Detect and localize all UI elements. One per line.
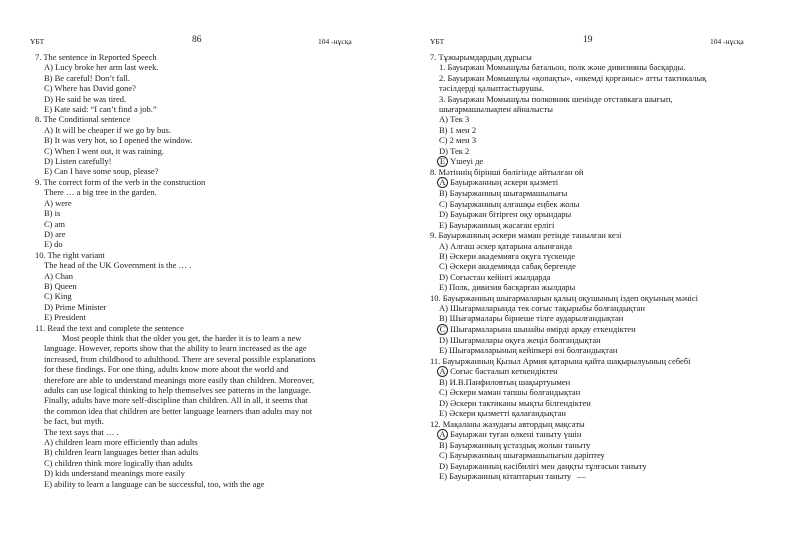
answer-letter: B) — [439, 313, 448, 324]
circled-answer-letter: C — [437, 324, 448, 335]
statement-line: тәсілдерді қалыптастырушы. — [439, 83, 544, 94]
answer-option — [430, 272, 760, 282]
left-variant-label: 104 -нұсқа — [318, 37, 352, 46]
right-header-label: ҰБТ — [430, 37, 445, 46]
statement-line: 3. Бауыржан Момышұлы полковник шенінде отставкаға шығып, — [439, 93, 673, 104]
answer-option: C) children think more logically than adults — [44, 457, 193, 468]
question-block — [430, 230, 760, 292]
answer-letter: E) — [439, 345, 448, 356]
answer-option — [430, 471, 760, 481]
question-block — [430, 419, 760, 482]
question-block — [430, 293, 760, 356]
question-block — [35, 323, 355, 490]
answer-option — [430, 146, 760, 156]
answer-option — [430, 313, 760, 323]
answer-option: D) kids understand meanings more easily — [44, 468, 185, 479]
answer-letter: C) — [439, 261, 448, 272]
answer-text: Әскери маман тапшы болғандықтан — [449, 387, 581, 398]
passage-line: language. However, reports show that the ability to learn increased as the age — [44, 343, 307, 354]
answer-text: И.В.Панфиловтың шақыртуымен — [449, 376, 571, 387]
answer-letter: D) — [439, 145, 448, 156]
passage-line: be fact, but myth. — [44, 416, 104, 427]
answer-option — [430, 199, 760, 209]
statement-line: 2. Бауыржан Момышұлы «қопақты», «икемді қорғаныс» атты тактикалық — [439, 72, 707, 83]
answer-text: Бауыржанның алғашқы еңбек жолы — [449, 198, 580, 209]
answer-option-marked — [430, 429, 760, 440]
answer-text: Тек 3 — [450, 114, 470, 125]
answer-option-marked — [430, 156, 760, 167]
answer-letter: D) — [439, 209, 448, 220]
answer-option — [430, 387, 760, 397]
answer-option — [430, 461, 760, 471]
answer-letter: D) — [439, 397, 448, 408]
question-title: 12. Мақаланы жазудағы автордың мақсаты — [430, 418, 585, 429]
answer-text: Соғыстан кейінгі жылдарда — [450, 271, 551, 282]
answer-option — [430, 408, 760, 418]
passage-line: adults can use logical thinking to help themselves see patterns in the language. — [44, 385, 311, 395]
question-block — [430, 356, 760, 419]
right-questions — [430, 52, 760, 482]
answer-option: D) Listen carefully! — [44, 156, 112, 167]
answer-option — [430, 251, 760, 261]
answer-option: B) children learn languages better than adults — [44, 447, 199, 458]
answer-letter: B) — [439, 188, 448, 199]
answer-option — [430, 335, 760, 345]
answer-option — [430, 377, 760, 387]
pen-mark: — — [577, 471, 586, 482]
answer-letter: D) — [439, 334, 448, 345]
answer-option — [430, 450, 760, 460]
answer-text: Бауыржан туған өлкені таныту үшін — [450, 429, 582, 439]
answer-text: Бауыржанның шығармашылығы — [449, 188, 568, 199]
circled-answer-letter: A — [437, 429, 448, 440]
answer-text: Бауыржанның әскери қызметі — [450, 177, 559, 188]
answer-letter: B) — [439, 124, 448, 135]
answer-letter: B) — [439, 440, 448, 450]
statement-line: 1. Бауыржан Момышұлы батальон, полк және дивизияны басқарды. — [439, 62, 686, 73]
question-block — [35, 177, 355, 250]
question-block — [35, 52, 355, 114]
answer-text: 2 мен 3 — [449, 135, 477, 146]
answer-option: E) Can I have some soup, please? — [44, 166, 159, 177]
answer-text: Әскери академияда сабақ бергенде — [449, 261, 576, 272]
answer-option: D) He said he was tired. — [44, 93, 127, 104]
answer-option: B) is — [44, 208, 61, 219]
answer-option: E) Kate said: “I can’t find a job.” — [44, 104, 157, 115]
answer-option — [430, 282, 760, 292]
answer-option — [430, 125, 760, 135]
answer-letter: E) — [439, 471, 448, 482]
right-variant-label: 104 -нұсқа — [710, 37, 744, 46]
answer-option: C) am — [44, 218, 66, 229]
answer-option: C) When I went out, it was raining. — [44, 145, 165, 156]
answer-text: Алғаш әскер қатарына алынғанда — [450, 240, 572, 251]
answer-letter: B) — [439, 250, 448, 261]
question-block — [35, 250, 355, 323]
answer-text: Шығармаларына шынайы өмірді арқау еткендіктен — [450, 323, 636, 334]
answer-option: A) It will be cheaper if we go by bus. — [44, 124, 171, 135]
question-title: 8. The Conditional sentence — [35, 114, 131, 125]
answer-letter: C) — [439, 198, 448, 209]
question-title: 9. Бауыржанның әскери маман ретінде танылған кезі — [430, 230, 622, 241]
answer-text: Үшеуі де — [450, 156, 484, 167]
answer-text: Бауыржанның жасаған ерлігі — [449, 219, 555, 230]
answer-option — [430, 135, 760, 145]
question-title: 10. Бауыржанның шығармаларын қалың оқушының іздеп оқуының мәнісі — [430, 292, 698, 303]
answer-letter: C) — [439, 450, 448, 461]
passage-line: Most people think that the older you get, the harder it is to learn a new — [62, 332, 302, 343]
answer-option: C) King — [44, 291, 72, 302]
answer-text: Шығармалары оқуға жеңіл болғандықтан — [450, 334, 601, 345]
answer-text: Полк, дивизия басқарған жылдары — [449, 282, 576, 293]
answer-letter: A) — [439, 302, 448, 313]
answer-letter: E) — [439, 219, 448, 230]
answer-text: Бауыржанның кітаптарын таныту — [449, 471, 572, 482]
answer-option: A) children learn more efficiently than adults — [44, 437, 198, 448]
answer-text: Шығармаларында тек соғыс тақырыбы болғандықтан — [450, 302, 645, 313]
answer-option — [430, 261, 760, 271]
question-title: 7. Тұжырымдардың дұрысы — [430, 52, 532, 62]
answer-option: B) Queen — [44, 280, 77, 291]
answer-option: A) Chan — [44, 270, 74, 281]
left-questions — [35, 52, 355, 489]
answer-option: D) are — [44, 228, 66, 239]
answer-letter: C) — [439, 387, 448, 398]
question-title: 11. Read the text and complete the sentence — [35, 322, 184, 333]
passage-line: therefore are able to understand meanings more easily than children. Moreover, — [44, 374, 315, 385]
question-title: 8. Мәтіннің бірінші бөлігінде айтылған ой — [430, 167, 584, 178]
reading-passage — [35, 333, 352, 427]
answer-text: Әскери академияға оқуға түскенде — [449, 250, 576, 261]
answer-text: Әскери қызметті қалағандықтан — [449, 408, 566, 419]
answer-letter: D) — [439, 460, 448, 471]
question-title: 7. The sentence in Reported Speech — [35, 52, 157, 62]
question-block — [35, 114, 355, 176]
answer-option-marked — [430, 177, 760, 188]
answer-text: 1 мен 2 — [449, 124, 477, 135]
answer-text: Бауыржан бітірген оқу орындары — [450, 209, 572, 220]
answer-text: Бауыржанның ұстаздық жолын таныту — [449, 440, 591, 450]
passage-line: for these findings. For one thing, adults know more about the world and — [44, 364, 289, 375]
answer-option: A) Lucy broke her arm last week. — [44, 62, 159, 73]
answer-option: E) ability to learn a language can be successful, too, with the age — [44, 478, 265, 489]
question-block — [430, 167, 760, 230]
answer-option — [430, 398, 760, 408]
answer-option — [430, 345, 760, 355]
question-stem: There … a big tree in the garden. — [44, 187, 157, 198]
circled-answer-letter: E — [437, 156, 448, 167]
answer-letter: E) — [439, 282, 448, 293]
answer-letter: D) — [439, 271, 448, 282]
answer-letter: E) — [439, 408, 448, 419]
question-title: 11. Бауыржанның Қызыл Армия қатарына қайта шақырылуының себебі — [430, 355, 691, 366]
answer-option: E) President — [44, 312, 86, 323]
answer-option: A) were — [44, 197, 72, 208]
question-block — [430, 52, 760, 167]
answer-letter: B) — [439, 376, 448, 387]
answer-option: E) do — [44, 239, 63, 250]
question-title: 10. The right variant — [35, 249, 105, 260]
answer-text: Шығармалары бірнеше тілге аударылғандықтан — [449, 313, 624, 324]
question-title: 9. The correct form of the verb in the construction — [35, 176, 206, 187]
question-stem: The head of the UK Government is the … . — [44, 260, 192, 271]
answer-option — [430, 440, 760, 450]
answer-text: Бауыржанның шығармашылығын дәріптеу — [449, 450, 605, 461]
statement-line: шығармашылықпен айналысты — [439, 104, 553, 115]
left-page-number: 86 — [192, 35, 202, 45]
answer-option — [430, 241, 760, 251]
question-stem: The text says that … . — [44, 426, 119, 437]
circled-answer-letter: A — [437, 366, 448, 377]
answer-letter: A) — [439, 114, 448, 125]
left-header-label: ҰБТ — [30, 37, 45, 46]
answer-text: Соғыс басталып кеткендіктен — [450, 365, 558, 376]
answer-option: D) Prime Minister — [44, 301, 107, 312]
answer-option: B) It was very hot, so I opened the window. — [44, 135, 193, 146]
answer-option — [430, 303, 760, 313]
passage-line: the common idea that children are better language learners than adults may not — [44, 405, 313, 416]
right-page — [400, 0, 800, 552]
right-page-number: 19 — [583, 35, 593, 45]
answer-option — [430, 209, 760, 219]
answer-option — [430, 188, 760, 198]
passage-line: increased, from childhood to adulthood. There are several possible explanations — [44, 353, 316, 364]
answer-text: Әскери тактиканы мықты білгендіктен — [450, 397, 591, 408]
answer-option: C) Where has David gone? — [44, 83, 136, 94]
answer-text: Тек 2 — [450, 145, 470, 156]
answer-text: Шығармаларының кейіпкері өзі болғандықтан — [449, 345, 618, 356]
answer-letter: A) — [439, 240, 448, 251]
answer-option — [430, 220, 760, 230]
answer-option — [430, 114, 760, 124]
answer-option: B) Be careful! Don’t fall. — [44, 72, 130, 83]
passage-line: Finally, adults have more self-discipline than children. All in all, it seems that — [44, 395, 308, 406]
answer-option-marked — [430, 366, 760, 377]
circled-answer-letter: A — [437, 177, 448, 188]
answer-letter: C) — [439, 135, 448, 146]
answer-option-marked — [430, 324, 760, 335]
answer-text: Бауыржанның кәсібилігі мен даңқты тұлғасын таныту — [450, 460, 647, 471]
